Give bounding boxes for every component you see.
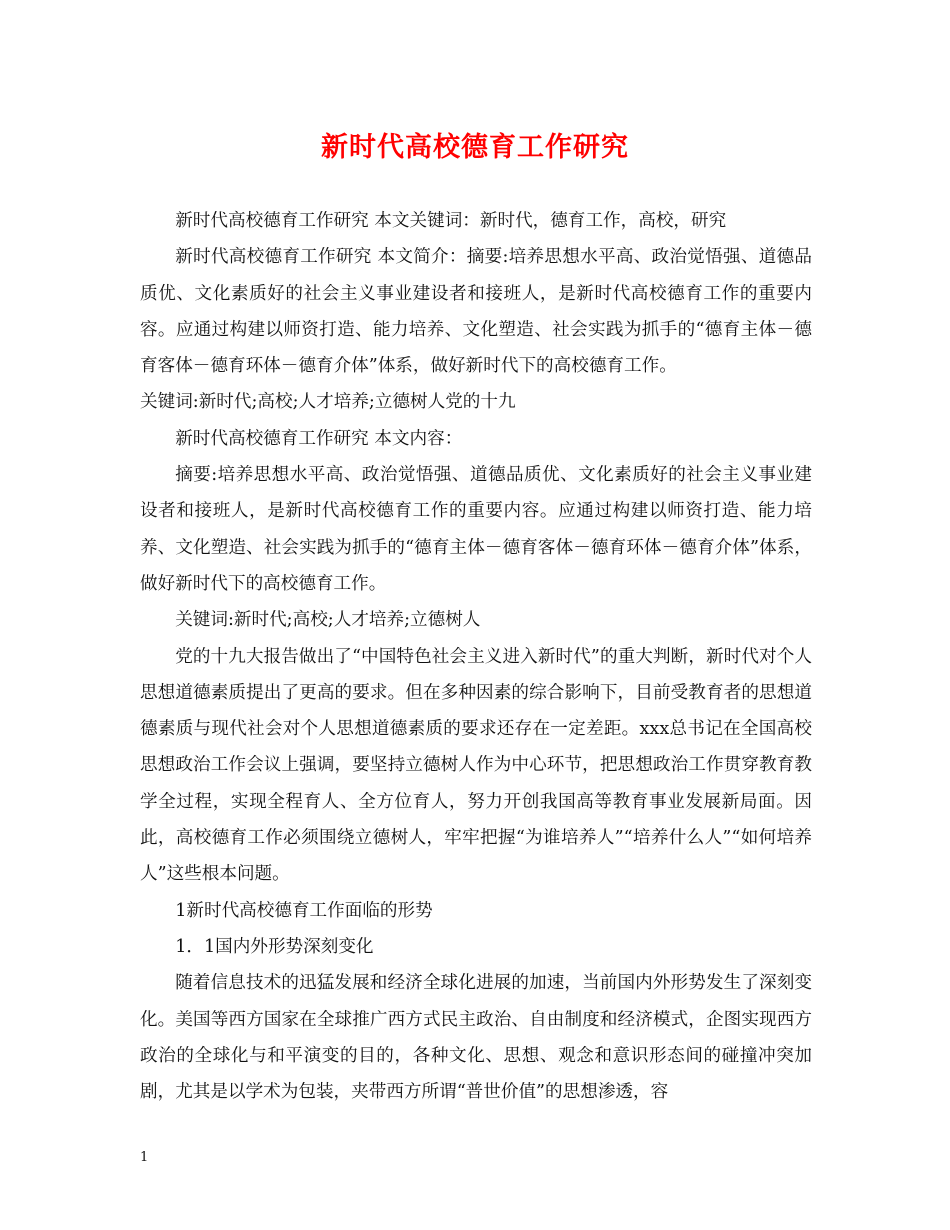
page-number: 1	[140, 1150, 149, 1165]
paragraph-abstract: 摘要:培养思想水平高、政治觉悟强、道德品质优、文化素质好的社会主义事业建设者和接班人，是新时代高校德育工作的重要内容。应通过构建以师资打造、能力培养、文化塑造、社会实践为抓手的“德育主体－德育客体－德育环体－德育介体”体系，做好新时代下的高校德育工作。	[140, 465, 812, 594]
paragraph-content-heading: 新时代高校德育工作研究 本文内容：	[175, 428, 463, 449]
document-title: 新时代高校德育工作研究	[321, 132, 629, 163]
document-body	[140, 203, 812, 1110]
paragraph-introduction: 新时代高校德育工作研究 本文简介：摘要:培养思想水平高、政治觉悟强、道德品质优、文化素质好的社会主义事业建设者和接班人，是新时代高校德育工作的重要内容。应通过构建以师资打造、能力培养、文化塑造、社会实践为抓手的“德育主体－德育客体－德育环体－德育介体”体系，做好新时代下的高校德育工作。	[140, 247, 812, 377]
paragraph-keywords: 关键词:新时代;高校;人才培养;立德树人	[175, 610, 481, 631]
paragraph-section-text: 随着信息技术的迅猛发展和经济全球化进展的加速，当前国内外形势发生了深刻变化。美国等西方国家在全球推广西方式民主政治、自由制度和经济模式，企图实现西方政治的全球化与和平演变的目的，各种文化、思想、观念和意识形态间的碰撞冲突加剧，尤其是以学术为包装，夹带西方所谓“普世价值”的思想渗透，容	[140, 973, 812, 1103]
paragraph-intro-keywords: 关键词:新时代;高校;人才培养;立德树人党的十九	[140, 392, 516, 413]
paragraph-keywords-summary: 新时代高校德育工作研究 本文关键词：新时代，德育工作，高校，研究	[175, 211, 727, 231]
section-heading-1: 1新时代高校德育工作面临的形势	[175, 900, 433, 921]
paragraph-main-text: 党的十九大报告做出了“中国特色社会主义进入新时代”的重大判断，新时代对个人思想道德素质提出了更高的要求。但在多种因素的综合影响下，目前受教育者的思想道德素质与现代社会对个人思想道德素质的要求还存在一定差距。xxx总书记在全国高校思想政治工作会议上强调，要坚持立德树人作为中心环节，把思想政治工作贯穿教育教学全过程，实现全程育人、全方位育人，努力开创我国高等教育事业发展新局面。因此，高校德育工作必须围绕立德树人，牢牢把握“为谁培养人”“培养什么人”“如何培养人”这些根本问题。	[140, 646, 812, 885]
section-heading-1-1: 1．1国内外形势深刻变化	[175, 936, 374, 957]
